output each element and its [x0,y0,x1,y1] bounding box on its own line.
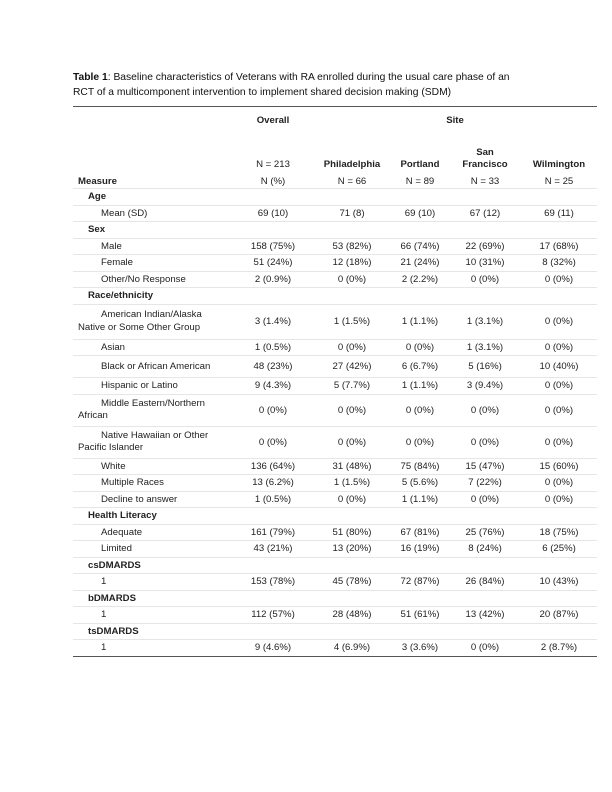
table-row [73,541,597,558]
cell-philadelphia: 45 (78%) [313,574,391,591]
header-wilmington-n: N = 25 [521,174,597,189]
cell-portland: 16 (19%) [391,541,449,558]
cell-san-francisco: 0 (0%) [449,271,521,288]
cell-overall: 51 (24%) [233,255,313,272]
header-site-portland: Portland [400,159,440,170]
cell-wilmington: 0 (0%) [521,271,597,288]
cell-portland: 69 (10) [391,205,449,222]
group-label: csDMARDS [73,557,597,574]
row-label [73,304,233,339]
cell-wilmington: 0 (0%) [521,394,597,426]
row-label: Limited [73,541,233,558]
row-label-line2: Pacific Islander [78,442,144,453]
row-label: Adequate [73,524,233,541]
table-row [73,524,597,541]
cell-portland: 51 (61%) [391,607,449,624]
table-row [73,491,597,508]
cell-san-francisco: 3 (9.4%) [449,378,521,395]
cell-portland: 0 (0%) [391,394,449,426]
cell-wilmington: 8 (32%) [521,255,597,272]
table-row [73,238,597,255]
cell-portland: 3 (3.6%) [391,640,449,657]
cell-overall: 0 (0%) [233,394,313,426]
row-label [73,394,233,426]
row-label-line2: Native or Some Other Group [78,321,201,333]
cell-san-francisco: 0 (0%) [449,426,521,458]
cell-portland: 21 (24%) [391,255,449,272]
cell-wilmington: 0 (0%) [521,426,597,458]
row-label-line1: American Indian/Alaska [101,309,202,320]
cell-philadelphia: 4 (6.9%) [313,640,391,657]
cell-wilmington: 0 (0%) [521,475,597,492]
row-label [73,426,233,458]
cell-overall: 9 (4.3%) [233,378,313,395]
group-row-sex [73,222,597,239]
cell-portland: 6 (6.7%) [391,356,449,378]
table-row [73,339,597,356]
table-row [73,426,597,458]
cell-wilmington: 0 (0%) [521,378,597,395]
cell-san-francisco: 15 (47%) [449,458,521,475]
cell-philadelphia: 71 (8) [313,205,391,222]
row-label: Black or African American [73,356,233,378]
cell-portland: 66 (74%) [391,238,449,255]
cell-wilmington: 2 (8.7%) [521,640,597,657]
group-label: Sex [73,222,597,239]
cell-philadelphia: 0 (0%) [313,426,391,458]
cell-philadelphia: 13 (20%) [313,541,391,558]
cell-overall: 112 (57%) [233,607,313,624]
row-label: White [73,458,233,475]
group-label: tsDMARDS [73,623,597,640]
cell-portland: 67 (81%) [391,524,449,541]
table-row [73,607,597,624]
group-row-tsdmards [73,623,597,640]
cell-philadelphia: 5 (7.7%) [313,378,391,395]
header-site-wilmington: Wilmington [532,159,586,170]
cell-overall: 9 (4.6%) [233,640,313,657]
cell-philadelphia: 53 (82%) [313,238,391,255]
header-overall-n: N = 213 [256,159,290,170]
cell-overall: 48 (23%) [233,356,313,378]
row-label: Hispanic or Latino [73,378,233,395]
row-label: Asian [73,339,233,356]
row-label: Female [73,255,233,272]
cell-san-francisco: 26 (84%) [449,574,521,591]
cell-portland: 75 (84%) [391,458,449,475]
header-row-spanners [73,107,597,132]
cell-san-francisco: 5 (16%) [449,356,521,378]
cell-san-francisco: 22 (69%) [449,238,521,255]
row-label: 1 [73,640,233,657]
cell-philadelphia: 0 (0%) [313,339,391,356]
row-label: Other/No Response [73,271,233,288]
group-row-health-literacy [73,508,597,525]
cell-wilmington: 69 (11) [521,205,597,222]
group-label: Health Literacy [73,508,597,525]
table-row [73,205,597,222]
header-row-columns [73,131,597,174]
cell-portland: 1 (1.1%) [391,491,449,508]
cell-overall: 3 (1.4%) [233,304,313,339]
header-site-san-francisco-label: San Francisco [462,147,508,170]
cell-portland: 0 (0%) [391,426,449,458]
cell-wilmington: 18 (75%) [521,524,597,541]
table-row [73,574,597,591]
cell-overall: 0 (0%) [233,426,313,458]
cell-san-francisco: 0 (0%) [449,491,521,508]
cell-portland: 1 (1.1%) [391,304,449,339]
table-row [73,271,597,288]
cell-philadelphia: 27 (42%) [313,356,391,378]
cell-san-francisco: 1 (3.1%) [449,339,521,356]
cell-wilmington: 10 (40%) [521,356,597,378]
cell-wilmington: 0 (0%) [521,491,597,508]
cell-san-francisco: 0 (0%) [449,640,521,657]
cell-overall: 43 (21%) [233,541,313,558]
cell-overall: 13 (6.2%) [233,475,313,492]
table-row [73,640,597,657]
cell-overall: 161 (79%) [233,524,313,541]
row-label-line2: African [78,410,108,421]
cell-philadelphia: 0 (0%) [313,394,391,426]
cell-philadelphia: 0 (0%) [313,491,391,508]
cell-philadelphia: 12 (18%) [313,255,391,272]
cell-wilmington: 10 (43%) [521,574,597,591]
group-label: Age [73,189,597,206]
row-label-line1: Native Hawaiian or Other [101,429,209,441]
header-site-philadelphia: Philadelphia [323,159,381,170]
header-overall: Overall [256,114,290,126]
cell-overall: 69 (10) [233,205,313,222]
row-label: Male [73,238,233,255]
table-row [73,394,597,426]
cell-philadelphia: 31 (48%) [313,458,391,475]
table-row [73,356,597,378]
table-row [73,255,597,272]
cell-portland: 5 (5.6%) [391,475,449,492]
cell-san-francisco: 10 (31%) [449,255,521,272]
row-label-line1: Middle Eastern/Northern [101,397,205,409]
header-site: Site [446,114,464,126]
cell-philadelphia: 51 (80%) [313,524,391,541]
cell-overall: 2 (0.9%) [233,271,313,288]
header-site-san-francisco [449,131,521,174]
cell-wilmington: 0 (0%) [521,304,597,339]
baseline-characteristics-table [73,106,597,657]
cell-portland: 72 (87%) [391,574,449,591]
cell-portland: 0 (0%) [391,339,449,356]
cell-san-francisco: 13 (42%) [449,607,521,624]
table-caption [73,71,533,100]
cell-wilmington: 15 (60%) [521,458,597,475]
row-label: Mean (SD) [73,205,233,222]
header-portland-n: N = 89 [391,174,449,189]
cell-san-francisco: 7 (22%) [449,475,521,492]
cell-portland: 1 (1.1%) [391,378,449,395]
cell-overall: 153 (78%) [233,574,313,591]
table-row [73,378,597,395]
cell-philadelphia: 0 (0%) [313,271,391,288]
group-row-age [73,189,597,206]
cell-philadelphia: 28 (48%) [313,607,391,624]
cell-san-francisco: 1 (3.1%) [449,304,521,339]
header-row-measure [73,174,597,189]
row-label: Multiple Races [73,475,233,492]
cell-overall: 136 (64%) [233,458,313,475]
cell-wilmington: 17 (68%) [521,238,597,255]
group-row-csdmards [73,557,597,574]
cell-san-francisco: 67 (12) [449,205,521,222]
group-row-race-ethnicity [73,288,597,305]
cell-wilmington: 6 (25%) [521,541,597,558]
cell-philadelphia: 1 (1.5%) [313,304,391,339]
table-row [73,304,597,339]
group-label: Race/ethnicity [73,288,597,305]
cell-overall: 1 (0.5%) [233,339,313,356]
group-row-bdmards [73,590,597,607]
cell-san-francisco: 8 (24%) [449,541,521,558]
cell-san-francisco: 0 (0%) [449,394,521,426]
table-caption-text: : Baseline characteristics of Veterans with RA enrolled during the usual care phase of an RCT of a multicomponent intervention to implement shared decision making (SDM) [73,72,510,98]
header-san-francisco-n: N = 33 [449,174,521,189]
cell-overall: 1 (0.5%) [233,491,313,508]
cell-san-francisco: 25 (76%) [449,524,521,541]
cell-wilmington: 20 (87%) [521,607,597,624]
table-label: Table 1 [73,72,108,83]
header-measure: Measure [73,174,233,189]
cell-philadelphia: 1 (1.5%) [313,475,391,492]
header-philadelphia-n: N = 66 [313,174,391,189]
row-label: 1 [73,574,233,591]
table-row [73,475,597,492]
cell-portland: 2 (2.2%) [391,271,449,288]
group-label: bDMARDS [73,590,597,607]
header-overall-unit: N (%) [233,174,313,189]
cell-wilmington: 0 (0%) [521,339,597,356]
cell-overall: 158 (75%) [233,238,313,255]
row-label: Decline to answer [73,491,233,508]
table-row [73,458,597,475]
row-label: 1 [73,607,233,624]
